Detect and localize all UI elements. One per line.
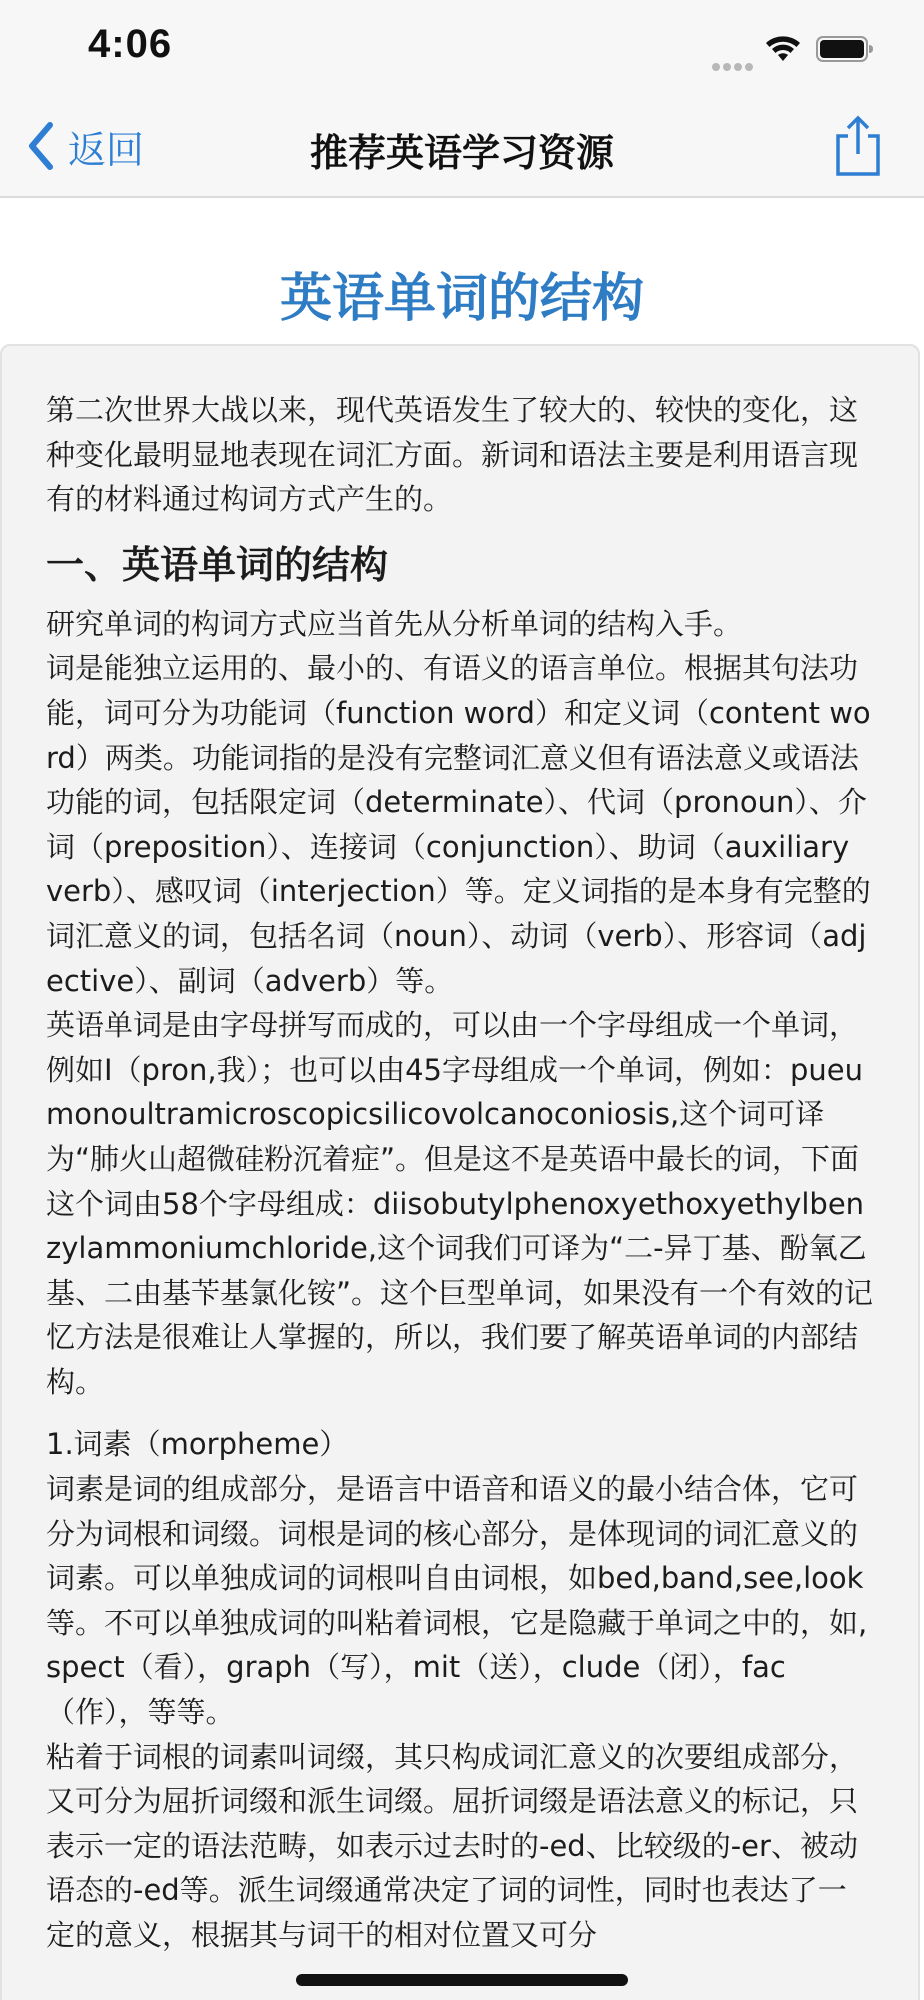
navigation-bar: [0, 96, 924, 198]
paragraph: 研究单词的构词方式应当首先从分析单词的结构入手。: [46, 606, 743, 641]
wifi-icon: [764, 34, 802, 64]
article-content[interactable]: [0, 198, 924, 2000]
intro-paragraph: 第二次世界大战以来，现代英语发生了较大的、较快的变化，这种变化最明显地表现在词汇方面。新词和语法主要是利用语言现有的材料通过构词方式产生的。: [46, 393, 859, 517]
section-heading: 一、英语单词的结构: [46, 542, 389, 587]
paragraph: 词是能独立运用的、最小的、有语义的语言单位。根据其句法功能，词可分为功能词（function word）和定义词（content word）两类。功能词指的是没有完整词汇意义但有语法意义或语法功能的词，包括限定词（determinate）、代词（pronoun）、介词（preposition）、连接词（conjunction）、助词（auxiliary verb）、感叹词（interjection）等。定义词指的是本身有完整的词汇意义的词，包括名词（noun）、动词（verb）、形容词（adjective）、副词（adverb）等。: [46, 651, 871, 998]
share-icon[interactable]: [834, 114, 882, 178]
article-body: [0, 344, 920, 2000]
signal-icon: [712, 56, 756, 64]
paragraph: 粘着于词根的词素叫词缀，其只构成词汇意义的次要组成部分，又可分为屈折词缀和派生词缀。屈折词缀是语法意义的标记，只表示一定的语法范畴，如表示过去时的-ed、比较级的-er、被动语态的-ed等。派生词缀通常决定了词的词性，同时也表达了一定的意义，根据其与词干的相对位置又可分: [46, 1739, 859, 1952]
status-time: 4:06: [88, 22, 173, 66]
back-label: 返回: [68, 127, 145, 172]
paragraph: 英语单词是由字母拼写而成的，可以由一个字母组成一个单词，例如I（pron,我）；也可以由45字母组成一个单词，例如：pueumonoultramicroscopicsilicovolcanoconiosis,这个词可译为“肺火山超微硅粉沉着症”。但是这不是英语中最长的词，下面这个词由58个字母组成：diisobutylphenoxyethoxyethylbenzylammoniumchloride,这个词我们可译为“二-异丁基、酚氧乙基、二由基苄基氯化铵”。这个巨型单词，如果没有一个有效的记忆方法是很难让人掌握的，所以，我们要了解英语单词的内部结构。: [46, 1008, 874, 1399]
article-title: 英语单词的结构: [279, 269, 644, 329]
subsection-heading: 1.词素（morpheme）: [46, 1427, 349, 1462]
battery-icon: [816, 36, 874, 62]
paragraph: 词素是词的组成部分，是语言中语音和语义的最小结合体，它可分为词根和词缀。词根是词的核心部分，是体现词的词汇意义的词素。可以单独成词的词根叫自由词根，如bed,band,see,look等。不可以单独成词的叫粘着词根，它是隐藏于单词之中的，如,spect（看），graph（写），mit（送），clude（闭），fac（作），等等。: [46, 1472, 868, 1730]
page-title: 推荐英语学习资源: [309, 131, 614, 175]
home-indicator[interactable]: [296, 1974, 628, 1986]
status-bar: [0, 0, 924, 96]
